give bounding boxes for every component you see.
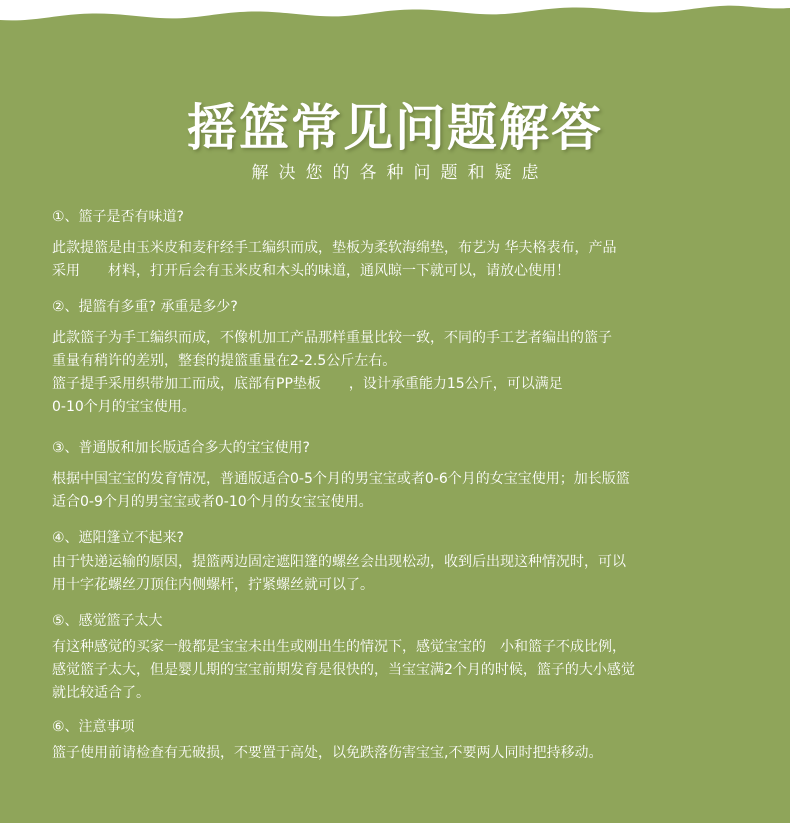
faq-item-5 xyxy=(52,610,764,705)
answer-line: 由于快递运输的原因，提篮两边固定遮阳篷的螺丝会出现松动，收到后出现这种情况时，可以 xyxy=(52,554,626,570)
faq-item-1 xyxy=(52,206,764,283)
answer-line: 此款篮子为手工编织而成，不像机加工产品那样重量比较一致，不同的手工艺者编出的篮子 xyxy=(52,330,612,346)
page-subtitle: 解决您的各种问题和疑虑 xyxy=(251,163,549,183)
faq-answer xyxy=(52,551,764,597)
answer-line: 0-10个月的宝宝使用。 xyxy=(52,399,196,415)
answer-line: 用十字花螺丝刀顶住内侧螺杆，拧紧螺丝就可以了。 xyxy=(52,577,374,593)
faq-question: ②、提篮有多重? 承重是多少? xyxy=(52,299,238,315)
top-wave-decoration xyxy=(0,0,790,60)
faq-question: ⑥、注意事项 xyxy=(52,719,135,735)
answer-line: 篮子使用前请检查有无破损，不要置于高处，以免跌落伤害宝宝,不要两人同时把持移动。 xyxy=(52,745,603,761)
answer-line: 感觉篮子太大，但是婴儿期的宝宝前期发育是很快的，当宝宝满2个月的时候，篮子的大小感觉 xyxy=(52,662,635,678)
answer-line: 篮子提手采用织带加工而成，底部有PP垫板 ，设计承重能力15公斤，可以满足 xyxy=(52,376,563,392)
faq-item-6 xyxy=(52,716,764,765)
faq-question: ③、普通版和加长版适合多大的宝宝使用? xyxy=(52,440,310,456)
faq-item-3 xyxy=(52,437,764,514)
answer-line: 此款提篮是由玉米皮和麦秆经手工编织而成，垫板为柔软海绵垫，布艺为 华夫格表布，产品 xyxy=(52,240,617,256)
answer-line: 根据中国宝宝的发育情况，普通版适合0-5个月的男宝宝或者0-6个月的女宝宝使用；加长版篮 xyxy=(52,471,630,487)
faq-answer xyxy=(52,742,764,765)
faq-answer xyxy=(52,636,764,705)
faq-answer xyxy=(52,237,764,283)
header xyxy=(0,98,790,184)
answer-line: 就比较适合了。 xyxy=(52,685,150,701)
faq-question: ⑤、感觉篮子太大 xyxy=(52,613,163,629)
answer-line: 重量有稍许的差别，整套的提篮重量在2-2.5公斤左右。 xyxy=(52,353,397,369)
faq-question: ④、遮阳篷立不起来? xyxy=(52,530,184,546)
answer-line: 有这种感觉的买家一般都是宝宝未出生或刚出生的情况下，感觉宝宝的 小和篮子不成比例， xyxy=(52,639,626,655)
faq-item-4 xyxy=(52,527,764,597)
page-title: 摇篮常见问题解答 xyxy=(187,98,603,157)
faq-answer xyxy=(52,327,764,419)
answer-line: 采用 材料，打开后会有玉米皮和木头的味道，通风晾一下就可以，请放心使用！ xyxy=(52,263,570,279)
faq-question: ①、篮子是否有味道? xyxy=(52,209,184,225)
faq-item-2 xyxy=(52,296,764,419)
faq-answer xyxy=(52,468,764,514)
answer-line: 适合0-9个月的男宝宝或者0-10个月的女宝宝使用。 xyxy=(52,494,373,510)
